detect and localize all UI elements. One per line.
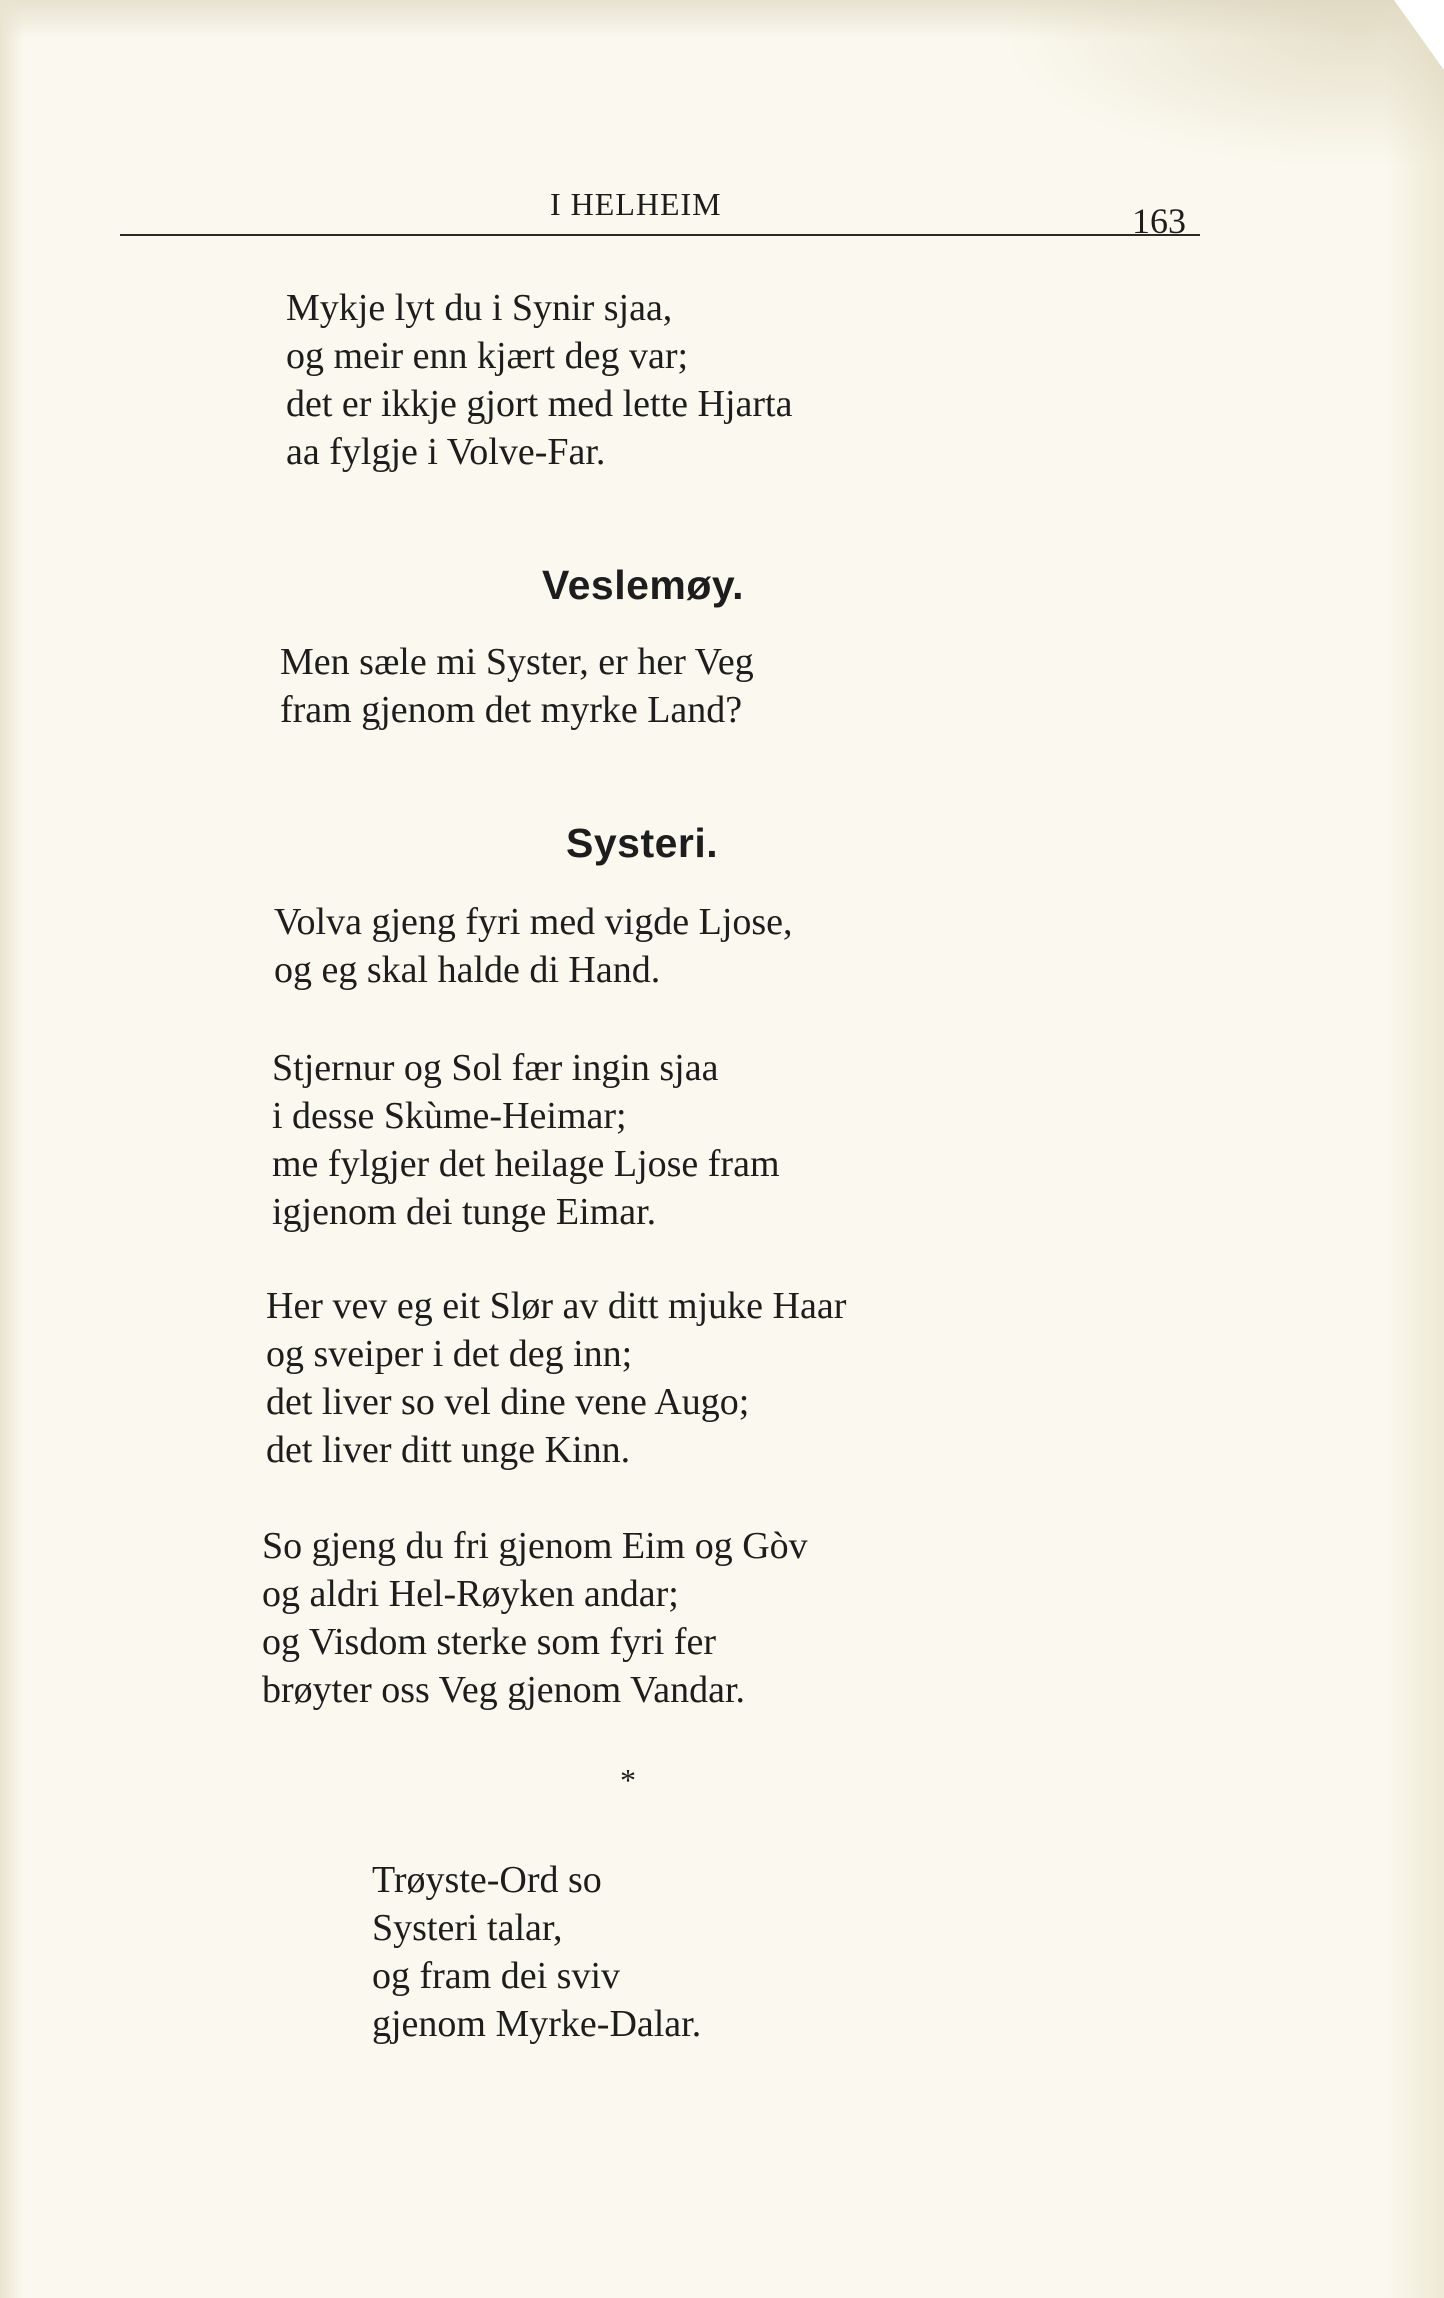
verse-line: og aldri Hel-Røyken andar; xyxy=(262,1573,679,1615)
verse-line: Systeri talar, xyxy=(372,1907,563,1949)
verse-line: aa fylgje i Volve-Far. xyxy=(286,431,606,473)
verse-line: og eg skal halde di Hand. xyxy=(274,949,661,991)
verse-line: Her vev eg eit Slør av ditt mjuke Haar xyxy=(266,1285,847,1327)
verse-line: igjenom dei tunge Eimar. xyxy=(272,1191,657,1233)
stanza-1 xyxy=(286,284,792,476)
verse-line: fram gjenom det myrke Land? xyxy=(280,689,743,731)
page-number: 163 xyxy=(1132,201,1186,241)
verse-line: Trøyste-Ord so xyxy=(372,1859,602,1901)
running-title: I HELHEIM xyxy=(550,186,722,222)
verse-line: Volva gjeng fyri med vigde Ljose, xyxy=(274,901,793,943)
section-divider-asterisk: * xyxy=(620,1762,636,1798)
speaker-veslemoy: Veslemøy. xyxy=(542,562,745,608)
stanza-2 xyxy=(280,638,754,734)
verse-line: Stjernur og Sol fær ingin sjaa xyxy=(272,1047,719,1089)
running-head xyxy=(120,186,1200,246)
verse-line: det liver ditt unge Kinn. xyxy=(266,1429,631,1471)
verse-line: me fylgjer det heilage Ljose fram xyxy=(272,1143,780,1185)
verse-line: brøyter oss Veg gjenom Vandar. xyxy=(262,1669,746,1711)
verse-line: i desse Skùme-Heimar; xyxy=(272,1095,627,1137)
paper-stain xyxy=(1000,0,1444,170)
header-rule xyxy=(120,234,1200,236)
paper-edge-left xyxy=(0,0,24,2298)
stanza-5 xyxy=(266,1282,846,1474)
verse-line: det liver so vel dine vene Augo; xyxy=(266,1381,750,1423)
verse-line: gjenom Myrke-Dalar. xyxy=(372,2003,702,2045)
verse-line: og fram dei sviv xyxy=(372,1955,621,1997)
torn-corner xyxy=(1394,0,1444,70)
verse-line: og sveiper i det deg inn; xyxy=(266,1333,633,1375)
verse-line: So gjeng du fri gjenom Eim og Gòv xyxy=(262,1525,808,1567)
verse-line: og meir enn kjært deg var; xyxy=(286,335,689,377)
stanza-4 xyxy=(272,1044,780,1236)
speaker-systeri: Systeri. xyxy=(566,820,719,866)
paper-edge-right xyxy=(1384,0,1444,2298)
verse-line: Mykje lyt du i Synir sjaa, xyxy=(286,287,673,329)
verse-line: Men sæle mi Syster, er her Veg xyxy=(280,641,754,683)
stanza-7 xyxy=(372,1856,701,2048)
stanza-3 xyxy=(274,898,793,994)
verse-line: det er ikkje gjort med lette Hjarta xyxy=(286,383,793,425)
stanza-6 xyxy=(262,1522,808,1714)
verse-line: og Visdom sterke som fyri fer xyxy=(262,1621,716,1663)
